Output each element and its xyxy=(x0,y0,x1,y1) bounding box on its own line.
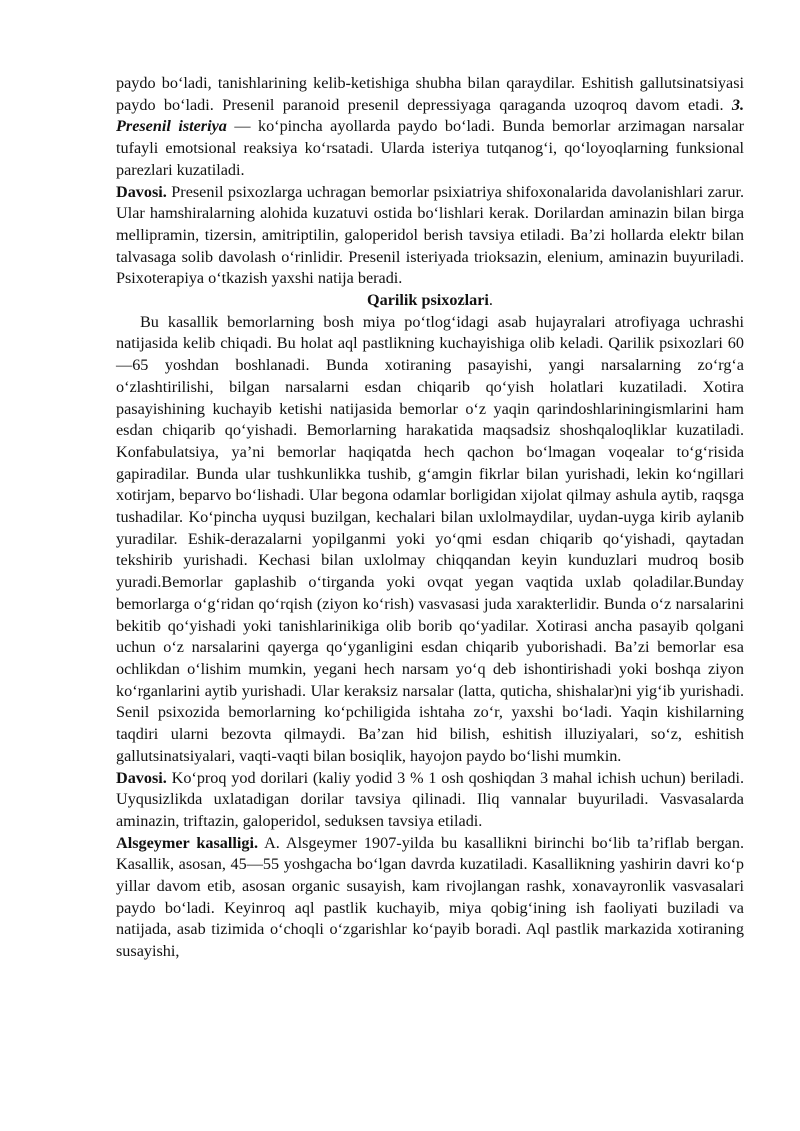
section-title: Qarilik psixozlari xyxy=(367,291,489,310)
section-title-dot: . xyxy=(488,291,493,310)
paragraph-text: paydo bo‘ladi, tanishlarining kelib-ketishiga shubha bilan qaraydilar. Eshitish gallutsinatsiyasi paydo bo‘ladi. Presenil paranoid presenil depressiyaga qaraganda uzoqroq davom etadi. xyxy=(116,74,744,114)
term-presenile-hysteria: 3. Presenil isteriya xyxy=(116,95,744,136)
paragraph-treatment-senile xyxy=(116,768,744,833)
paragraph-treatment-presenile xyxy=(116,182,744,291)
paragraph-paranoid-hysteria xyxy=(116,73,744,182)
paragraph-text: — ko‘pincha ayollarda paydo bo‘ladi. Bunda bemorlar arzimagan narsalar tufayli emotsional reaksiya ko‘rsatadi. Ularda isteriya tutqanog‘i, qo‘loyoqlarning funksional parezlari kuzatiladi. xyxy=(116,117,744,179)
paragraph-text: A. Alsgeymer 1907-yilda bu kasallikni birinchi bo‘lib ta’riflab bergan. Kasallik, asosan, 45—55 yoshgacha bo‘lgan davrda kuzatiladi. Kasallikning yashirin davri ko‘p yillar davom etib, asosan organic susayish, kam rivojlangan rashk, xonavayronlik vasvasalari paydo bo‘ladi. Keyinroq aql pastlik kuchayib, miya qobig‘ining ish faoliyati buziladi va natijada, asab tizimida o‘choqli o‘zgarishlar ko‘payib boradi. Aql pastlik markazida xotiraning susayishi, xyxy=(116,833,744,961)
treatment-label: Davosi. xyxy=(116,182,167,201)
paragraph-text: Ko‘proq yod dorilari (kaliy yodid 3 % 1 osh qoshiqdan 3 mahal ichish uchun) beriladi. Uyqusizlikda uxlatadigan dorilar tavsiya qilinadi. Iliq vannalar buyuriladi. Vasvasalarda aminazin, triftazin, galoperidol, seduksen tavsiya etiladi. xyxy=(116,768,744,830)
document-page xyxy=(116,73,744,963)
alzheimer-label: Alsgeymer kasalligi. xyxy=(116,833,259,852)
section-heading xyxy=(116,290,744,312)
paragraph-senile-psychoses: Bu kasallik bemorlarning bosh miya po‘tlog‘idagi asab hujayralari atrofiyaga uchrashi natijasida kelib chiqadi. Bu holat aql pastlikning kuchayishiga olib keladi. Qarilik psixozlari 60—65 yoshdan boshlanadi. Bunda xotiraning pasayishi, yangi narsalarning zo‘rg‘a o‘zlashtirilishi, bilgan narsalarni esdan chiqarib qo‘yish holatlari kuzatiladi. Xotira pasayishining kuchayib ketishi natijasida bemorlar o‘z yaqin qarindoshlariningismlarini ham esdan chiqarib qo‘yishadi. Bemorlarning harakatida maqsadsiz shoshqaloqliklar kuzatiladi. Konfabulatsiya, ya’ni bemorlar haqiqatda hech qachon bo‘lmagan voqealar to‘g‘risida gapiradilar. Bunda ular tushkunlikka tushib, g‘amgin fikrlar bilan yurishadi, lekin ko‘ngillari xotirjam, beparvo bo‘lishadi. Ular begona odamlar borligidan xijolat qilmay ashula aytib, raqsga tushadilar. Ko‘pincha uyqusi buzilgan, kechalari bilan uxlolmaydilar, uydan-uyga kirib aylanib yuradilar. Eshik-derazalarni yopilganmi yoki yo‘qmi esdan chiqarib qo‘yishadi, qaytadan tekshirib yurishadi. Kechasi bilan uxlolmay chiqqandan keyin kunduzlari mudroq bosib yuradi.Bemorlar gaplashib o‘tirganda yoki ovqat yegan vaqtida uxlab qoladilar.Bunday bemorlarga o‘g‘ridan qo‘rqish (ziyon ko‘rish) vasvasasi juda xarakterlidir. Bunda o‘z narsalarini bekitib qo‘yishadi yoki tanishlarinikiga olib borib qo‘yadilar. Xotirasi ancha pasayib qolgani uchun o‘z narsalarini qayerga qo‘yganligini esdan chiqarib yuborishadi. Ba’zi bemorlar esa ochlikdan o‘lishim mumkin, yegani hech narsam yo‘q deb ishontirishadi yoki boshqa ziyon ko‘rganlarini aytib yurishadi. Ular keraksiz narsalar (latta, quticha, shishalar)ni yig‘ib yurishadi. Senil psixozida bemorlarning ko‘pchiligida ishtaha zo‘r, yaxshi bo‘ladi. Yaqin kishilarning taqdiri ularni bezovta qilmaydi. Ba’zan hid bilish, eshitish illuziyalari, so‘z, eshitish gallutsinatsiyalari, vaqti-vaqti bilan bosiqlik, hayojon paydo bo‘lishi mumkin. xyxy=(116,312,744,765)
paragraph-text: Presenil psixozlarga uchragan bemorlar psixiatriya shifoxonalarida davolanishlari zarur. Ular hamshiralarning alohida kuzatuvi ostida bo‘lishlari kerak. Dorilardan aminazin bilan birga mellipramin, tizersin, amitriptilin, galoperidol berish tavsiya etiladi. Ba’zi hollarda elektr bilan talvasaga solib davolash o‘rinlidir. Presenil isteriyada trioksazin, elenium, aminazin buyuriladi. Psixoterapiya o‘tkazish yaxshi natija beradi. xyxy=(116,182,744,288)
treatment-label: Davosi. xyxy=(116,768,167,787)
paragraph-alzheimer xyxy=(116,833,744,963)
